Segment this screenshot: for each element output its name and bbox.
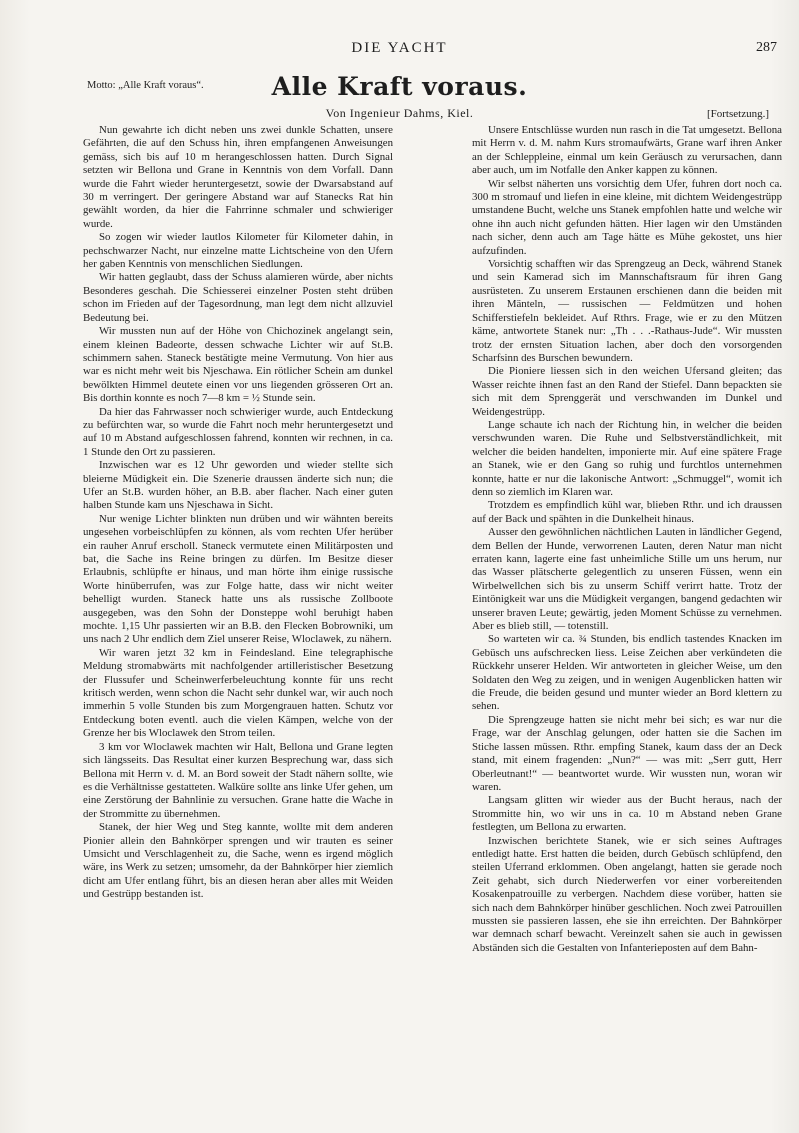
article-motto: Motto: „Alle Kraft voraus“. (87, 80, 204, 91)
left-column (83, 124, 393, 1124)
paragraph: Wir selbst näherten uns vorsichtig dem Ufer, fuhren dort noch ca. 300 m stromauf und liefen in eine kleine, mit dichtem Weidengestrüpp umstandene Bucht, welche uns Stanek empfohlen hatte und welche wir ohne ihn auch nicht gefunden hätten. Hier lagen wir den Umständen nach sicher, denn auch am Tage hätte es Mühe gekostet, uns hier aufzufinden. (472, 177, 782, 257)
page-number: 287 (756, 40, 777, 55)
paragraph: Wir hatten geglaubt, dass der Schuss alamieren würde, aber nichts Besonderes geschah. Die Schiesserei einzelner Posten steht drüben schon im Frieden auf der Tagesordnung, man legt dem nicht allzuviel Bedeutung bei. (83, 271, 393, 324)
paragraph: Wir mussten nun auf der Höhe von Chichozinek angelangt sein, einem kleinen Badeorte, dessen schwache Lichter wir auf St.B. schimmern sahen. Staneck bestätigte meine Vermutung. Von hier aus war es nicht mehr weit bis Njeschawa. Ein rötlicher Schein am dunkel bewölkten Himmel deutete einen vor uns liegenden grösseren Ort an. Bis dorthin konnte es noch 7—8 km = ½ Stunde sein. (83, 325, 393, 405)
paragraph: Trotzdem es empfindlich kühl war, blieben Rthr. und ich draussen auf der Back und spähten in die Dunkelheit hinaus. (472, 499, 782, 525)
article-title: Alle Kraft voraus. (271, 72, 528, 101)
paragraph: So warteten wir ca. ¾ Stunden, bis endlich tastendes Knacken im Gebüsch uns aufschrecken liess. Leise Zeichen aber verkündeten die Rückkehr unserer Helden. Wir antworteten in gleicher Weise, um den Soldaten den Weg zu zeigen, und in wenigen Augenblicken hatten wir die Freude, die beiden gesund und munter wieder an Bord klettern zu sehen. (472, 633, 782, 713)
paragraph: So zogen wir wieder lautlos Kilometer für Kilometer dahin, in pechschwarzer Nacht, nur einzelne matte Lichtscheine von den Ufern her gaben Kenntnis von menschlichen Siedlungen. (83, 231, 393, 271)
paragraph: Die Pioniere liessen sich in den weichen Ufersand gleiten; das Wasser reichte ihnen fast an den Rand der Stiefel. Dann bepackten sie sich mit dem Sprenggerät und verschwanden im Dunkel und Weidengestrüpp. (472, 365, 782, 418)
paragraph: Nur wenige Lichter blinkten nun drüben und wir wähnten bereits ungesehen vorbeischlüpfen zu können, als vom rechten Ufer herüber ein rauher Anruf erscholl. Staneck vermutete einen Militärposten und bat, die Sache ins Reine bringen zu dürfen. Im Besitze dieser Erlaubnis, schlüpfte er hinaus, und man hörte ihm einige russische Worte hinüberrufen, was zur Folge hatte, dass wir nicht weiter behelligt wurden. Staneck hatte uns als russische Zollboote ausgegeben, was den Sohn der Donsteppe wohl beruhigt haben mochte. 1,15 Uhr passierten wir an B.B. den Flecken Bobrowniki, um uns nach 2 Uhr endlich dem Ziel unserer Reise, Wloclawek, zu nähern. (83, 512, 393, 646)
continuation-note: [Fortsetzung.] (706, 108, 769, 120)
article-byline: Von Ingenieur Dahms, Kiel. (325, 106, 474, 120)
paragraph: Unsere Entschlüsse wurden nun rasch in die Tat umgesetzt. Bellona mit Herrn v. d. M. nahm Kurs stromaufwärts, Grane warf ihren Anker an der Schleppleine, einmal um kein Geräusch zu verursachen, dann aber auch, um im Notfalle den Anker kappen zu können. (472, 124, 782, 177)
paragraph: Nun gewahrte ich dicht neben uns zwei dunkle Schatten, unsere Gefährten, die auf den Schuss hin, ihren empfangenen Anweisungen gemäss, sich bis auf 10 m herangeschlossen hatten. Durch Signal setzten wir Bellona und Grane in Kenntnis von dem Vorfall. Dann wurde die Fahrt wieder heruntergesetzt, sowie der Dwarsabstand auf 30 m verringert. Der geringere Abstand war auf Stanecks Rat hin gewählt worden, da hier die Fahrrinne schmaler und schwieriger wurde. (83, 124, 393, 230)
paragraph: Wir waren jetzt 32 km in Feindesland. Eine telegraphische Meldung stromabwärts mit nachfolgender artilleristischer Besetzung der Flussufer und Scheinwerferbeleuchtung konnte für uns recht kritisch werden, wenn schon die Nacht sehr dunkel war, wir auch noch immerhin 5 volle Stunden bis zum Morgengrauen hatten. Schutz vor Entdeckung boten eventl. auch die vielen Kämpen, welche von der Grenze her bis Wloclawek den Strom teilen. (83, 646, 393, 740)
paragraph: Inzwischen berichtete Stanek, wie er sich seines Auftrages entledigt hatte. Erst hatten die beiden, durch Gebüsch schlüpfend, den steilen Uferrand erklommen. Oben angelangt, hatten sie gerade noch Zeit gehabt, sich durch Niederwerfen vor einer vorbereitenden Kosakenpatrouille zu verbergen. Nachdem diese vorüber, hatten sie sich nach dem Bahnkörper hinüber geschlichen. Noch zwei Patrouillen mussten sie passieren lassen, ehe sie ihn erreichten. Der Bahnkörper war demnach scharf bewacht. Vereinzelt sahen sie auch in gewissen Abständen sich die Gestalten von Infanterieposten auf dem Bahn- (472, 834, 782, 954)
paragraph: Langsam glitten wir wieder aus der Bucht heraus, nach der Strommitte hin, wo wir uns in ca. 10 m Abstand neben Grane festlegten, um Bellona zu erwarten. (472, 794, 782, 834)
paragraph: Stanek, der hier Weg und Steg kannte, wollte mit dem anderen Pionier allein den Bahnkörper sprengen und wir trauten es seiner Umsicht und Verschlagenheit zu, die Sache, wenn es irgend möglich wäre, ins Werk zu setzen; umsomehr, da der Bahnkörper hier ziemlich dicht am Ufer entlang führt, bis an diesen heran aber alles mit Weiden und Gestrüpp bestanden ist. (83, 821, 393, 901)
paragraph: Vorsichtig schafften wir das Sprengzeug an Deck, während Stanek und sein Kamerad sich im Mannschaftsraum für ihren Gang ausrüsteten. Zu unserem Erstaunen erschienen dann die beiden mit ihren Mänteln, — russischen — Feldmützen und hohen Schifferstiefeln bekleidet. Auf Rthrs. Frage, wie er zu den Mützen käme, antwortete Stanek nur: „Th . . .-Rathaus-Jude“. Wir mussten trotz der ernsten Situation lachen, aber doch den vorsorgenden Scharfsinn des Burschen bewundern. (472, 258, 782, 364)
right-column (472, 124, 782, 1124)
paragraph: Inzwischen war es 12 Uhr geworden und wieder stellte sich bleierne Müdigkeit ein. Die Szenerie draussen änderte sich nun; die Ufer an St.B. wurden höher, an B.B. aber flacher. Nach einer guten halben Stunde kam uns Njeschawa in Sicht. (83, 459, 393, 512)
paragraph: 3 km vor Wloclawek machten wir Halt, Bellona und Grane legten sich längsseits. Das Resultat einer kurzen Besprechung war, dass sich Bellona mit Herrn v. d. M. an Bord soweit der Stadt nähern sollte, wie es die Verhältnisse gestatteten. Walküre sollte ans linke Ufer gehen, um eine Zerstörung der Bahnlinie zu versuchen. Grane hatte die Wache in der Strommitte zu übernehmen. (83, 740, 393, 820)
paragraph: Lange schaute ich nach der Richtung hin, in welcher die beiden verschwunden waren. Die Ruhe und Selbstverständlichkeit, mit welcher die beiden handelten, imponierte mir. Auf eine spätere Frage an Stanek, wie er den Gang so ruhig und furchtlos unternehmen konnte, hatte er nur die lakonische Antwort: „Schmuggel“, womit ich denn so ziemlich im Klaren war. (472, 418, 782, 498)
paragraph: Die Sprengzeuge hatten sie nicht mehr bei sich; es war nur die Frage, war der Anschlag gelungen, oder hatten sie die Sachen im Stiche lassen müssen. Rthr. empfing Stanek, kaum dass der an Deck stand, mit einem fragenden: „Nun?“ — was mit: „Serr gutt, Herr Oberleutnant!“ — beantwortet wurde. Wir wussten nun, woran wir waren. (472, 713, 782, 793)
paragraph: Da hier das Fahrwasser noch schwieriger wurde, auch Entdeckung zu befürchten war, so wurde die Fahrt noch mehr heruntergesetzt und auf 10 m Abstand aufgeschlossen fahrend, konnten wir rechnen, in ca. 1 Stunde den Ort zu passieren. (83, 405, 393, 458)
paragraph: Ausser den gewöhnlichen nächtlichen Lauten in ländlicher Gegend, dem Bellen der Hunde, verworrenen Lauten, deren Natur man nicht erraten kann, lagerte eine fast unheimliche Stille um uns herum, nur das Wasser plätscherte gelegentlich zu unseren Füssen, wenn ein Wirbelwellchen sich bis zu unserm Schiff verirrt hatte. Trotz der Eintönigkeit war uns die Müdigkeit vergangen, bangend gedachten wir unserer braven Leute; gewärtig, jeden Moment Schüsse zu vernehmen. Aber es blieb still, — totenstill. (472, 526, 782, 633)
running-title: DIE YACHT (351, 40, 448, 56)
